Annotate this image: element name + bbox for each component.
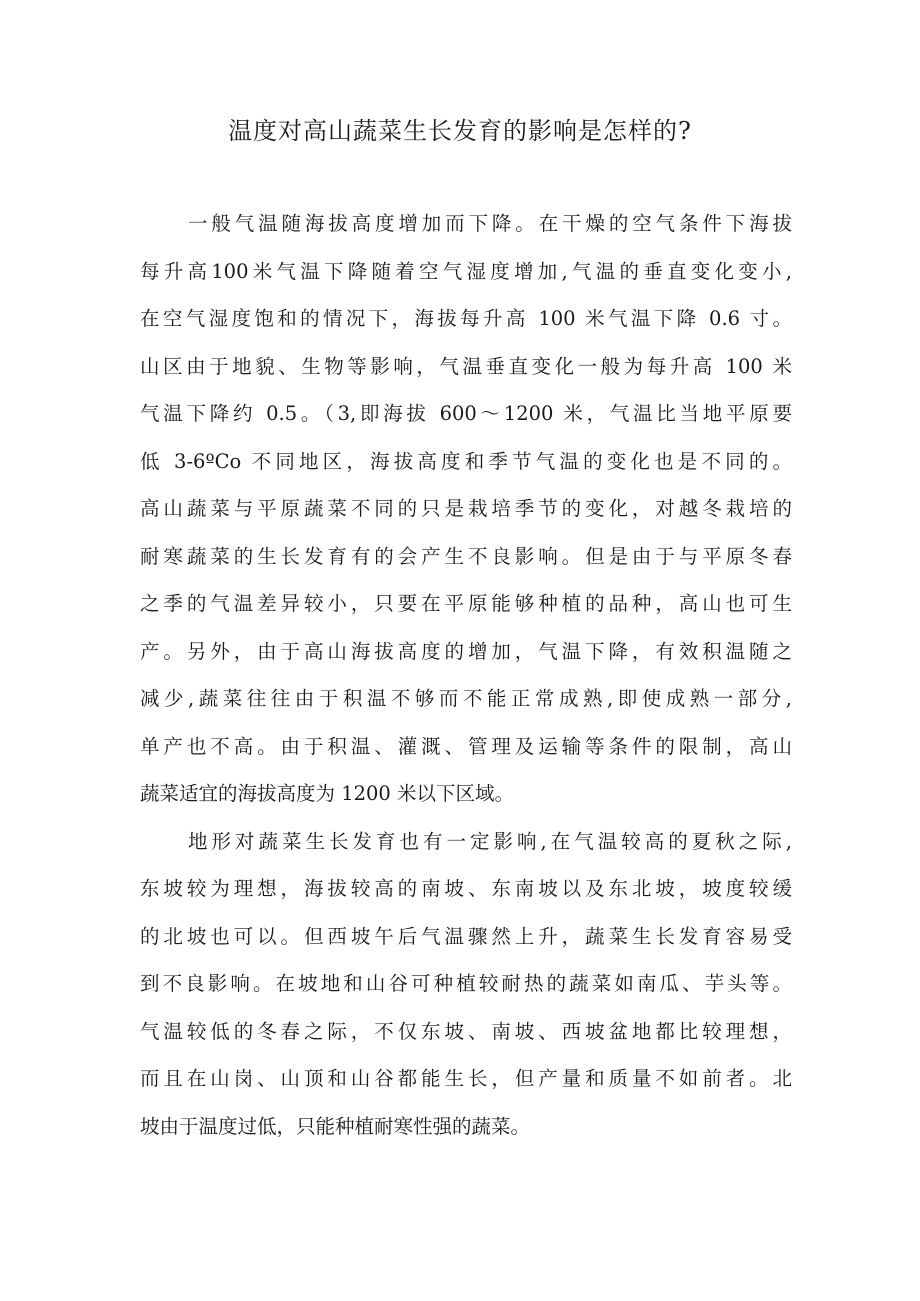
text-line: 之季的气温差异较小，只要在平原能够种植的品种，高山也可生 [140,592,792,615]
text-line: 而且在山岗、山顶和山谷都能生长，但产量和质量不如前者。北 [140,1067,792,1090]
text-line: 气温下降约 0.5。（3,即海拔 600～1200 米，气温比当地平原要 [140,402,792,425]
text-line: 山区由于地貌、生物等影响，气温垂直变化一般为每升高 100 米 [140,354,792,378]
document-title: 温度对高山蔬菜生长发育的影响是怎样的? [228,117,692,145]
text-line: 每升高100米气温下降随着空气湿度增加,气温的垂直变化变小, [140,259,792,283]
text-line: 气温较低的冬春之际，不仅东坡、南坡、西坡盆地都比较理想， [140,1019,792,1043]
text-line: 减少,蔬菜往往由于积温不够而不能正常成熟,即使成熟一部分, [140,687,792,710]
paragraph [140,818,792,1151]
text-line: 耐寒蔬菜的生长发育有的会产生不良影响。但是由于与平原冬春 [140,544,792,568]
text-line: 低 3-6ºCo 不同地区，海拔高度和季节气温的变化也是不同的。 [140,449,792,473]
text-line: 坡由于温度过低，只能种植耐寒性强的蔬菜。 [140,1114,531,1138]
text-line: 的北坡也可以。但西坡午后气温骤然上升，蔬菜生长发育容易受 [140,924,792,948]
text-line: 单产也不高。由于积温、灌溉、管理及运输等条件的限制，高山 [140,734,792,758]
text-line: 一般气温随海拔高度增加而下降。在干燥的空气条件下海拔 [188,212,792,235]
text-line: 地形对蔬菜生长发育也有一定影响,在气温较高的夏秋之际, [188,829,792,853]
text-line: 到不良影响。在坡地和山谷可种植较耐热的蔬菜如南瓜、芋头等。 [140,972,792,995]
document-body [140,200,792,1150]
text-line: 高山蔬菜与平原蔬菜不同的只是栽培季节的变化，对越冬栽培的 [140,497,792,520]
text-line: 蔬菜适宜的海拔高度为 1200 米以下区域。 [140,782,515,805]
paragraph [140,200,792,818]
text-line: 在空气湿度饱和的情况下，海拔每升高 100 米气温下降 0.6 寸。 [140,307,792,330]
text-line: 产。另外，由于高山海拔高度的增加，气温下降，有效积温随之 [140,639,792,663]
text-line: 东坡较为理想，海拔较高的南坡、东南坡以及东北坡，坡度较缓 [140,877,792,900]
